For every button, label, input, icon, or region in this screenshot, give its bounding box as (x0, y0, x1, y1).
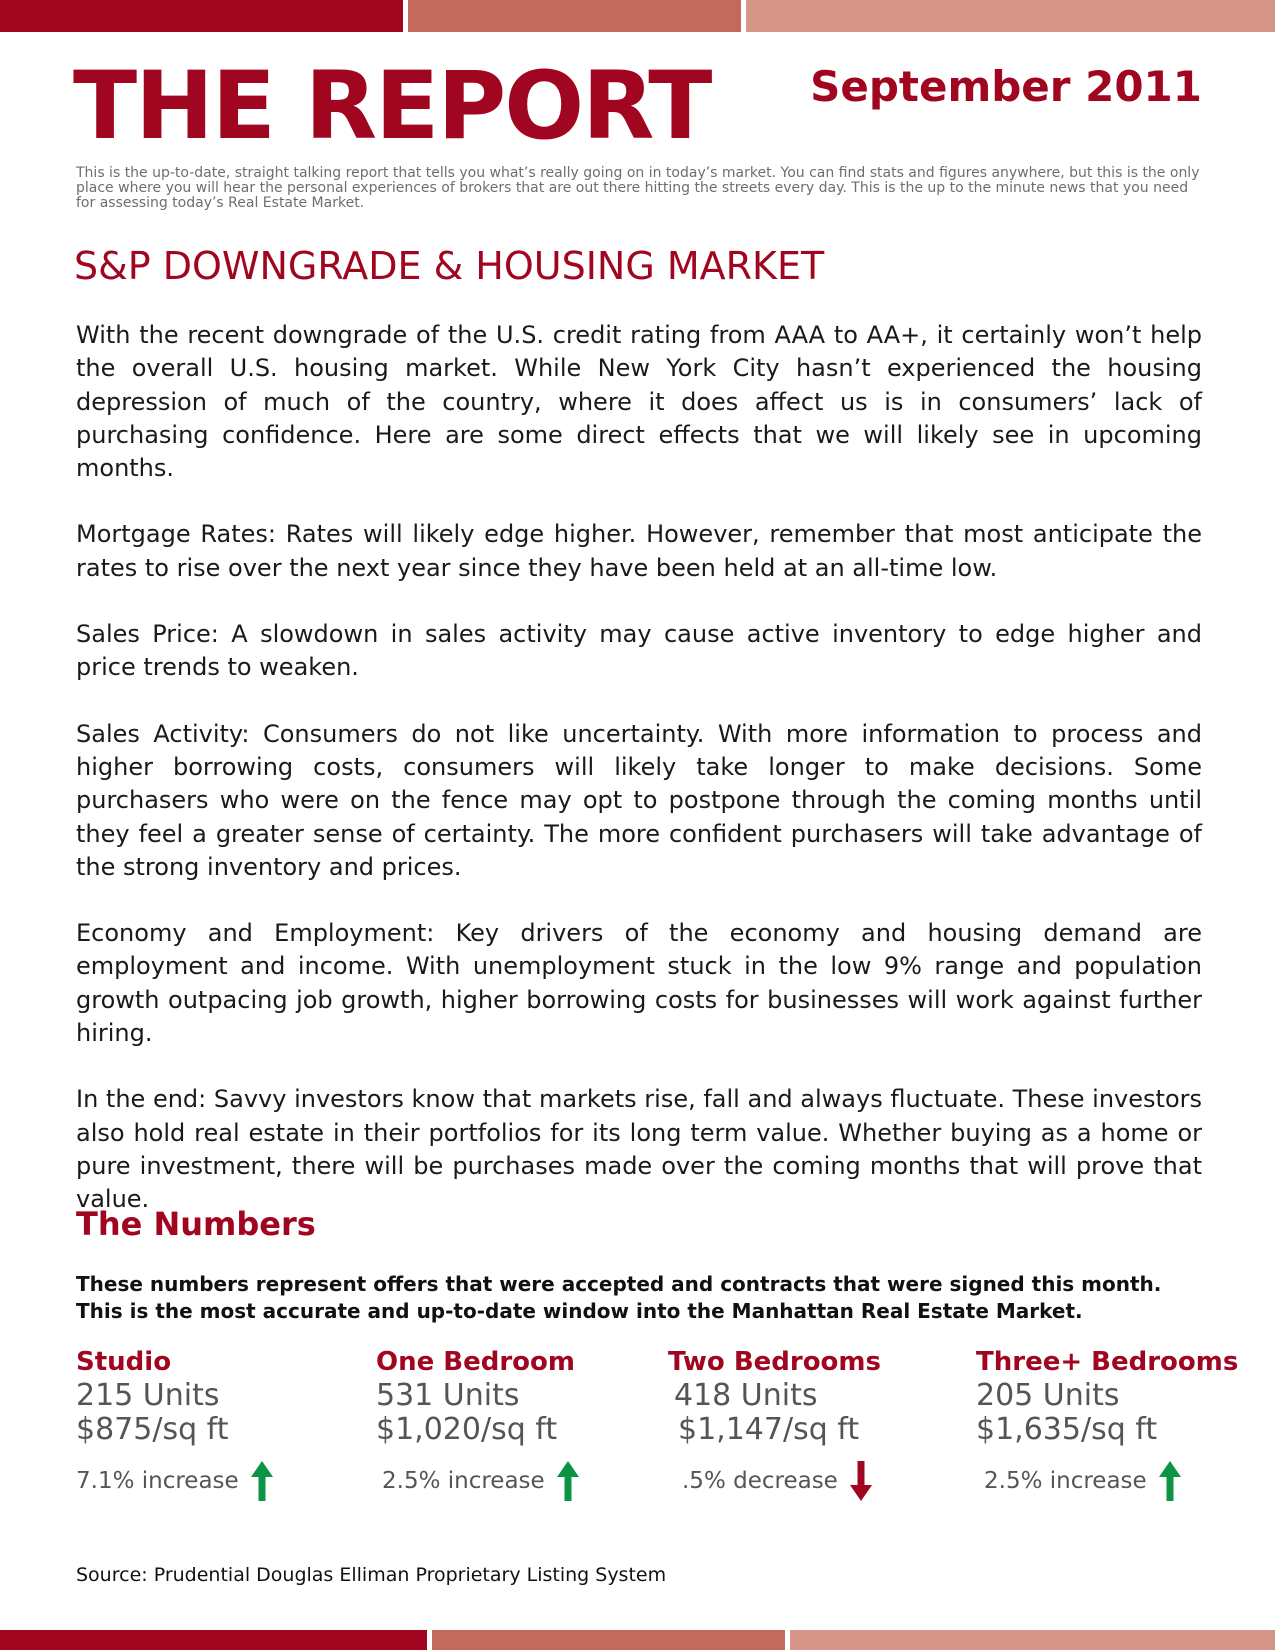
band-segment-mid (432, 1630, 785, 1650)
article-paragraph-in-the-end: In the end: Savvy investors know that markets rise, fall and always fluctuate. These investors also hold real estate in their portfolios for its long term value. Whether buying as a home or pure investment, there will be purchases made over the coming months that will prove that value. (76, 1085, 1202, 1214)
arrow-up-icon (1159, 1461, 1181, 1501)
band-segment-light (746, 0, 1275, 32)
arrow-down-icon (850, 1461, 872, 1501)
numbers-note: These numbers represent offers that were accepted and contracts that were signed this month. This is the most accurate and up-to-date window into the Manhattan Real Estate Market. (76, 1272, 1162, 1323)
stat-studio (76, 1345, 376, 1503)
band-segment-light (790, 1630, 1275, 1650)
stat-price: $875/sq ft (76, 1412, 229, 1447)
stat-units: 215 Units (76, 1378, 220, 1413)
stat-units: 418 Units (674, 1378, 818, 1413)
stat-change (376, 1459, 676, 1503)
article-paragraph-sales-price: Sales Price: A slowdown in sales activity may cause active inventory to edge higher and price trends to weaken. (76, 620, 1202, 682)
stat-label: One Bedroom (376, 1347, 575, 1377)
band-segment-mid (408, 0, 741, 32)
band-segment-dark (0, 1630, 427, 1650)
numbers-heading: The Numbers (76, 1205, 316, 1243)
report-intro: This is the up-to-date, straight talking report that tells you what’s really going on in today’s market. You can find stats and figures anywhere, but this is the only place where you will hear the personal experiences of brokers that are out there hitting the streets every day. This is the up to the minute news that you need for assessing today’s Real Estate Market. (76, 165, 1200, 211)
stat-change-text: 7.1% increase (76, 1468, 239, 1494)
stat-price: $1,635/sq ft (976, 1412, 1158, 1447)
stat-units: 531 Units (376, 1378, 520, 1413)
article-headline: S&P DOWNGRADE & HOUSING MARKET (74, 244, 825, 288)
arrow-up-icon (557, 1461, 579, 1501)
band-segment-dark (0, 0, 403, 32)
stat-change-text: 2.5% increase (984, 1468, 1147, 1494)
stat-price: $1,020/sq ft (376, 1412, 558, 1447)
article-paragraph-sales-activity: Sales Activity: Consumers do not like uncertainty. With more information to process and higher borrowing costs, consumers will likely take longer to make decisions. Some purchasers who were on the fence may opt to postpone through the coming months until they feel a greater sense of certainty. The more confident purchasers will take advantage of the strong inventory and prices. (76, 719, 1202, 881)
report-title: THE REPORT (73, 52, 711, 161)
stat-change-text: .5% decrease (682, 1468, 838, 1494)
article-paragraph-economy: Economy and Employment: Key drivers of the economy and housing demand are employment and income. With unemployment stuck in the low 9% range and population growth outpacing job growth, higher borrowing costs for businesses will work against further hiring. (76, 919, 1202, 1048)
stat-label: Two Bedrooms (668, 1347, 881, 1377)
stat-change (76, 1459, 376, 1503)
arrow-up-icon (251, 1461, 273, 1501)
stat-change (668, 1459, 968, 1503)
stat-change-text: 2.5% increase (382, 1468, 545, 1494)
report-date: September 2011 (810, 62, 1202, 111)
source-note: Source: Prudential Douglas Elliman Proprietary Listing System (76, 1564, 667, 1586)
stat-one-bedroom (376, 1345, 676, 1503)
stat-change (976, 1459, 1275, 1503)
stat-two-bedrooms (668, 1345, 968, 1503)
bottom-color-band (0, 1630, 1275, 1650)
stat-units: 205 Units (976, 1378, 1120, 1413)
stat-three-plus-bedrooms (976, 1345, 1275, 1503)
stat-price: $1,147/sq ft (678, 1412, 860, 1447)
top-color-band (0, 0, 1275, 32)
article-paragraph-mortgage-rates: Mortgage Rates: Rates will likely edge higher. However, remember that most anticipate the rates to rise over the next year since they have been held at an all-time low. (76, 520, 1202, 582)
article-body (76, 319, 1202, 1250)
stat-label: Three+ Bedrooms (976, 1347, 1239, 1377)
stat-label: Studio (76, 1347, 172, 1377)
article-paragraph-intro: With the recent downgrade of the U.S. credit rating from AAA to AA+, it certainly won’t help the overall U.S. housing market. While New York City hasn’t experienced the housing depression of much of the country, where it does affect us is in consumers’ lack of purchasing confidence. Here are some direct effects that we will likely see in upcoming months. (76, 321, 1202, 483)
